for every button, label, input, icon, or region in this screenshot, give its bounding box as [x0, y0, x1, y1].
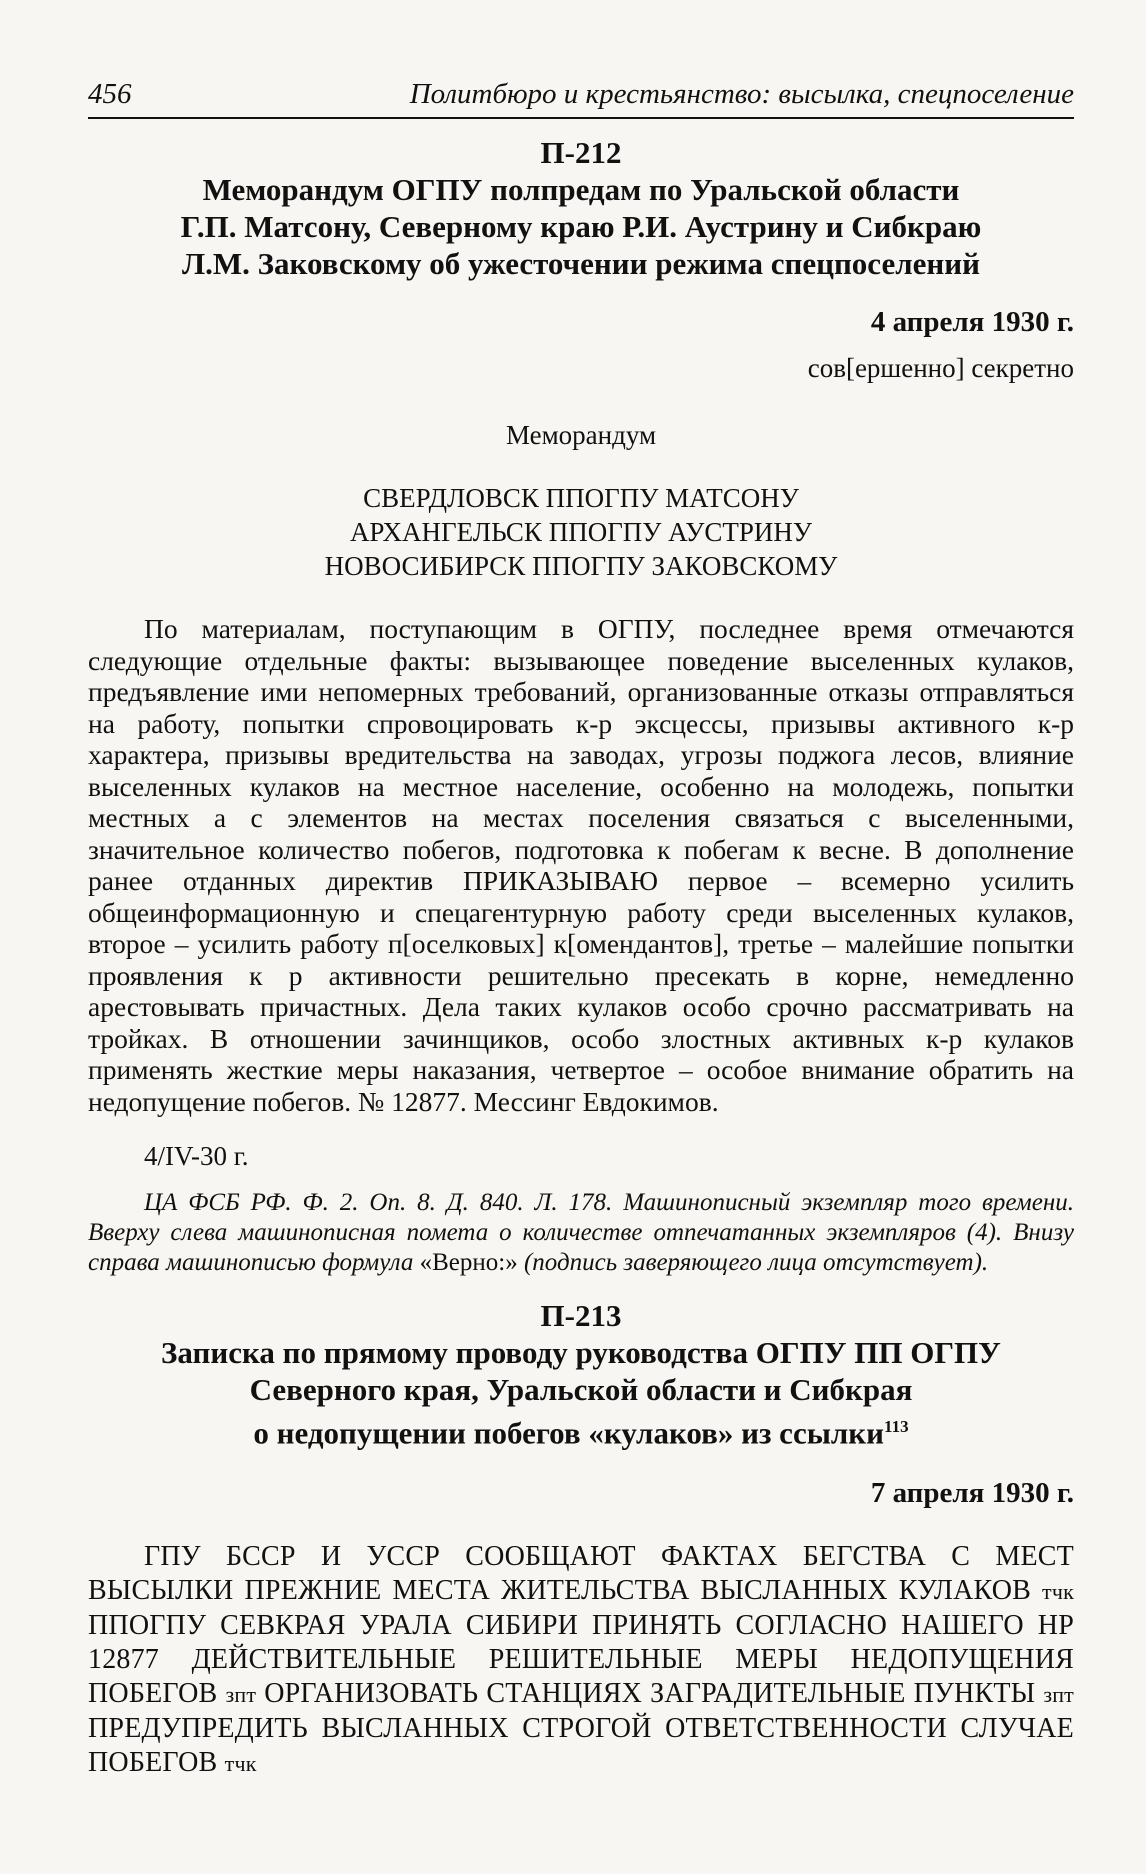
telegram-segment: ПРЕДУПРЕДИТЬ ВЫСЛАННЫХ СТРОГОЙ ОТВЕТСТВЕННОСТИ СЛУЧАЕ ПОБЕГОВ [88, 1713, 1074, 1779]
memo-heading: Меморандум [505, 420, 657, 450]
archival-source-note [88, 1188, 1074, 1278]
book-page [88, 78, 1074, 1781]
telegram-segment: ГПУ БССР И УССР СООБЩАЮТ ФАКТАХ БЕГСТВА С МЕСТ ВЫСЫЛКИ ПРЕЖНИЕ МЕСТА ЖИТЕЛЬСТВА ВЫСЛАННЫХ КУЛАКОВ [88, 1541, 1074, 1607]
doc1-title-line: Л.М. Заковскому об ужесточении режима спецпоселений [182, 246, 980, 281]
doc2-title-line-last [88, 1408, 1074, 1451]
page-number: 456 [88, 78, 132, 110]
doc2-title [88, 1334, 1074, 1451]
source-quote: «Верно:» [419, 1249, 518, 1276]
doc1-secrecy: сов[ершенно] секретно [807, 353, 1074, 383]
telegram-punct: тчк [224, 1751, 257, 1777]
doc2-title-text: о недопущении побегов «кулаков» из ссылки [253, 1415, 885, 1451]
addressee-line: НОВОСИБИРСК ППОГПУ ЗАКОВСКОМУ [324, 551, 838, 581]
addressee-line: СВЕРДЛОВСК ППОГПУ МАТСОНУ [363, 483, 799, 513]
addressee-line: АРХАНГЕЛЬСК ППОГПУ АУСТРИНУ [349, 517, 813, 547]
book-title: Политбюро и крестьянство: высылка, спецпоселение [409, 78, 1074, 110]
addressee-block [88, 481, 1074, 583]
doc1-date: 4 апреля 1930 г. [870, 306, 1074, 338]
doc1-title-line: Г.П. Матсону, Северному краю Р.И. Аустрину и Сибкраю [180, 209, 982, 244]
source-text-part: ЦА ФСБ РФ. Ф. 2. Оп. 8. Д. 840. Л. 178. Машинописный экземпляр того времени. Вверху слева машинописная помета о количестве отпечатанных экземпляров (4). Внизу справа машинописью формула [88, 1189, 1074, 1276]
doc1-title-line: Меморандум ОГПУ полпредам по Уральской области [202, 172, 960, 207]
doc1-title [88, 171, 1074, 282]
telegram-text [88, 1540, 1074, 1781]
doc2-number: П-213 [540, 1298, 622, 1333]
telegram-segment: ППОГПУ СЕВКРАЯ УРАЛА СИБИРИ ПРИНЯТЬ СОГЛАСНО НАШЕГО НР 12877 ДЕЙСТВИТЕЛЬНЫЕ РЕШИТЕЛЬНЫЕ МЕРЫ НЕДОПУЩЕНИЯ ПОБЕГОВ [88, 1610, 1074, 1710]
source-text-part: (подпись заверяющего лица отсутствует). [517, 1249, 989, 1276]
doc2-title-line: Северного края, Уральской области и Сибкрая [249, 1372, 913, 1407]
telegram-punct: зпт [1043, 1682, 1074, 1708]
running-header [88, 78, 1074, 119]
doc2-title-line: Записка по прямому проводу руководства ОГПУ ПП ОГПУ [161, 1335, 1001, 1370]
doc1-number: П-212 [540, 135, 622, 170]
telegram-punct: зпт [225, 1682, 257, 1708]
footnote-reference[interactable]: 113 [884, 1417, 909, 1436]
doc2-date: 7 апреля 1930 г. [870, 1477, 1074, 1510]
doc1-dateline: 4/IV-30 г. [144, 1141, 249, 1171]
telegram-punct: тчк [1042, 1579, 1074, 1605]
memo-body: По материалам, поступающим в ОГПУ, последнее время отмечаются следующие отдельные факты: вызывающее поведение выселенных кулаков, предъявление ими непомерных требований, организованные отказы отправляться на работу, попытки спровоцировать к-р эксцессы, призывы активного к-р характера, призывы вредительства на заводах, угрозы поджога лесов, влияние выселенных кулаков на местное население, особенно на молодежь, попытки местных а с элементов на местах поселения связаться с выселенными, значительное количество побегов, подготовка к побегам к весне. В дополнение ранее отданных директив ПРИКАЗЫВАЮ первое – всемерно усилить общеинформационную и спецагентурную работу среди выселенных кулаков, второе – усилить работу п[оселковых] к[омендантов], третье – малейшие попытки проявления к р активности решительно пресекать в корне, немедленно арестовывать причастных. Дела таких кулаков особо срочно рассматривать на тройках. В отношении зачинщиков, особо злостных активных к-р кулаков применять жесткие меры наказания, четвертое – особое внимание обратить на недопущение побегов. № 12877. Мессинг Евдокимов. [88, 613, 1074, 1117]
telegram-segment: ОРГАНИЗОВАТЬ СТАНЦИЯХ ЗАГРАДИТЕЛЬНЫЕ ПУНКТЫ [256, 1678, 1044, 1710]
